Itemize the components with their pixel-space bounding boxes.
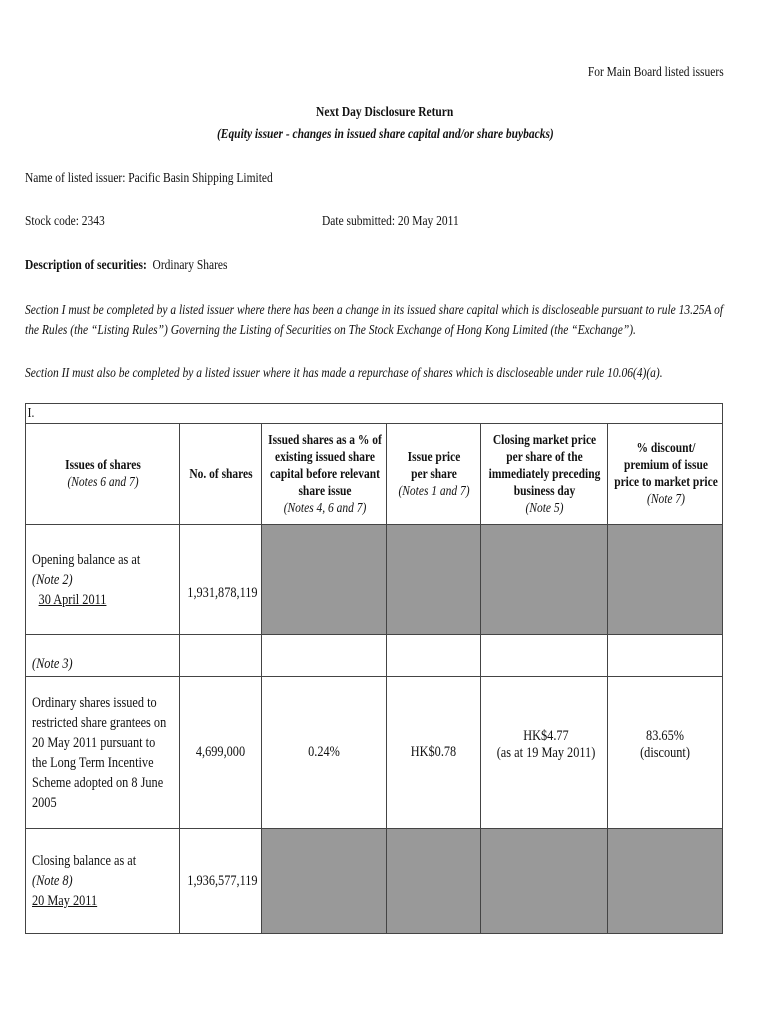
opening-balance-shares: 1,931,878,119 [187,585,258,601]
share-issue-description-cell [26,677,180,829]
share-issue-percent-cell [262,677,387,829]
discount-cell [608,677,723,829]
stock-code: Stock code: 2343 [25,214,105,229]
empty-cell [608,635,723,677]
header-col6-title: % discount/ premium of issue price to market price [614,441,718,490]
market-price-cell [481,677,608,829]
share-issue-shares: 4,699,000 [195,744,246,760]
opening-balance-note: (Note 2) [32,571,73,588]
note3-row [26,635,723,677]
share-issues-table [25,403,723,934]
note3-cell [26,635,180,677]
empty-cell [481,635,608,677]
header-closing-market-price [481,424,608,525]
opening-balance-row [26,525,723,635]
share-issue-price-cell [387,677,481,829]
header-col4-title: Issue price per share [407,449,461,482]
section-2-note: Section II must also be completed by a listed issuer where it has made a repurchase of shares which is discloseable under rule 10.06(4)(a). [25,366,663,381]
description-label: Description of securities: [25,258,147,273]
page-title: Next Day Disclosure Return [316,105,454,120]
section-label-row [26,404,723,424]
header-col3-title: Issued shares as a % of existing issued share capital before relevant share issue [268,432,382,499]
header-col3-note: (Notes 4, 6 and 7) [283,500,367,516]
header-issues-of-shares [26,424,180,525]
page-subtitle: (Equity issuer - changes in issued share capital and/or share buybacks) [216,127,554,142]
header-col6-note: (Note 7) [647,492,685,507]
header-col2-title: No. of shares [189,466,253,482]
closing-balance-label-cell [26,829,180,934]
share-issue-percent: 0.24% [308,744,340,760]
opening-balance-date: 30 April 2011 [38,591,107,608]
opening-balance-label-cell [26,525,180,635]
description-value: Ordinary Shares [152,258,228,273]
empty-cell [387,635,481,677]
shaded-cell [262,829,387,934]
section-label-cell [26,404,723,424]
closing-balance-shares: 1,936,577,119 [187,872,258,889]
share-issue-shares-cell [180,677,262,829]
header-no-of-shares [180,424,262,525]
header-note: For Main Board listed issuers [588,65,724,80]
date-submitted: Date submitted: 20 May 2011 [322,214,459,229]
share-issue-description: Ordinary shares issued to restricted share grantees on 20 May 2011 pursuant to the Long Term Incentive Scheme adopted on 8 June 2005 [32,694,167,811]
market-price: HK$4.77 [523,727,569,744]
shaded-cell [608,829,723,934]
header-col1-title: Issues of shares [65,458,141,473]
section-1-note: Section I must be completed by a listed issuer where there has been a change in its issued share capital which is discloseable pursuant to rule 13.25A of the Rules (the “Listing Rules”) Governing the Listing of Securities on The Stock Exchange of Hong Kong Limited (the “Exchange”). [25,303,724,338]
shaded-cell [481,829,608,934]
table-header-row [26,424,723,525]
header-issue-price [387,424,481,525]
opening-balance-label: Opening balance as at [32,551,141,568]
opening-balance-shares-cell [180,525,262,635]
shaded-cell [387,829,481,934]
header-col5-title: Closing market price per share of the immediately preceding business day [488,432,601,499]
market-price-date: (as at 19 May 2011) [496,744,596,761]
discount-label: (discount) [640,744,690,761]
issuer-name: Name of listed issuer: Pacific Basin Shipping Limited [25,171,273,186]
share-issue-price: HK$0.78 [410,744,457,760]
closing-balance-note: (Note 8) [32,873,73,889]
header-col5-note: (Note 5) [525,500,564,516]
closing-balance-shares-cell [180,829,262,934]
shaded-cell [262,525,387,635]
shaded-cell [608,525,723,635]
empty-cell [262,635,387,677]
discount-value: 83.65% [646,727,684,744]
description-of-securities [25,258,272,274]
empty-cell [180,635,262,677]
header-col4-note: (Notes 1 and 7) [398,483,470,499]
share-issue-row [26,677,723,829]
header-col1-note: (Notes 6 and 7) [67,475,139,490]
note3-label: (Note 3) [32,656,73,672]
header-discount-premium [608,424,723,525]
closing-balance-date: 20 May 2011 [32,893,98,909]
closing-balance-row [26,829,723,934]
header-issued-percent [262,424,387,525]
closing-balance-label: Closing balance as at [32,853,137,869]
section-label: I. [27,405,35,421]
shaded-cell [481,525,608,635]
shaded-cell [387,525,481,635]
